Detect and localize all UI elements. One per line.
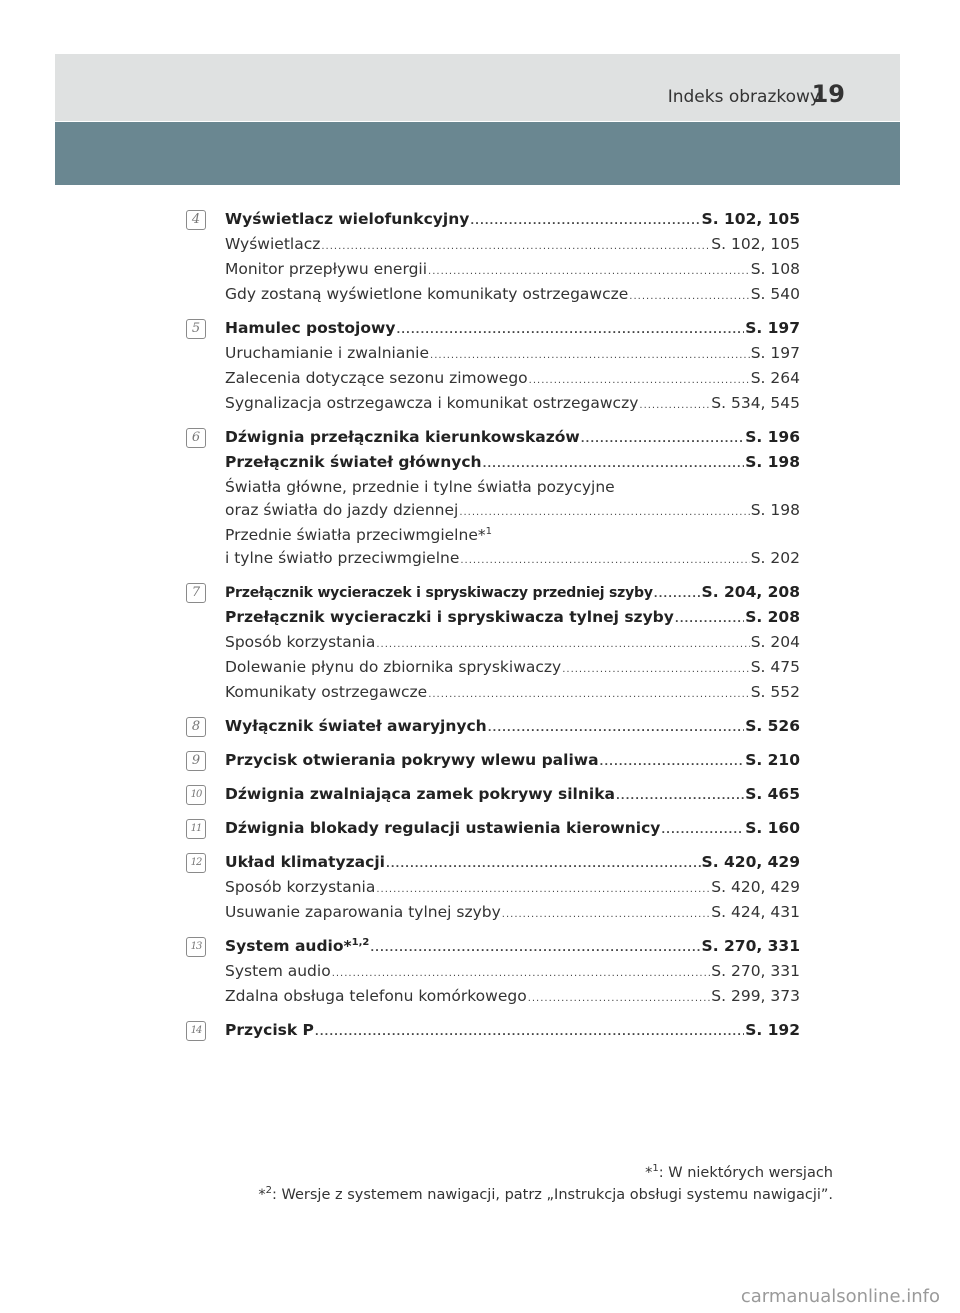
index-section-13 <box>186 935 800 1010</box>
picture-index-list <box>186 208 800 1053</box>
index-entry-main: Przełącznik świateł głównych ..... S. 198 <box>225 451 800 476</box>
index-entry: i tylne światło przeciwmgielne ..... S. 202 <box>225 547 800 572</box>
index-entry: Sposób korzystania ..... S. 204 <box>225 631 800 656</box>
index-entry-main: Przełącznik wycieraczki i spryskiwacza tylnej szyby ..... S. 208 <box>225 606 800 631</box>
section-marker: 13 <box>186 937 206 957</box>
index-entry-text: Światła główne, przednie i tylne światła pozycyjne <box>225 478 615 496</box>
section-marker: 9 <box>186 751 206 771</box>
index-entry-main: Wyświetlacz wielofunkcyjny ..... S. 102, 105 <box>225 208 800 233</box>
index-entry-main: Dźwignia blokady regulacji ustawienia kierownicy ..... S. 160 <box>225 817 800 842</box>
section-marker: 14 <box>186 1021 206 1041</box>
index-entry: Usuwanie zaparowania tylnej szyby ..... S. 424, 431 <box>225 901 800 926</box>
index-entry: Komunikaty ostrzegawcze ..... S. 552 <box>225 681 800 706</box>
index-entry-main: Przełącznik wycieraczek i spryskiwaczy przedniej szyby ..... S. 204, 208 <box>225 581 800 606</box>
index-section-6 <box>186 426 800 572</box>
index-entry-main: Hamulec postojowy ..... S. 197 <box>225 317 800 342</box>
footnote-1: *$^1$: W niektórych wersjach <box>645 1163 833 1181</box>
index-entry: Sposób korzystania ..... S. 420, 429 <box>225 876 800 901</box>
index-entry: Wyświetlacz ..... S. 102, 105 <box>225 233 800 258</box>
section-marker: 7 <box>186 583 206 603</box>
footnotes <box>258 1162 833 1206</box>
index-entry: Uruchamianie i zwalnianie ..... S. 197 <box>225 342 800 367</box>
index-entry-main: Dźwignia zwalniająca zamek pokrywy silnika ..... S. 465 <box>225 783 800 808</box>
index-entry-main: Przycisk P ..... S. 192 <box>225 1019 800 1044</box>
index-entry-main: Wyłącznik świateł awaryjnych ..... S. 526 <box>225 715 800 740</box>
index-entry-main: Układ klimatyzacji ..... S. 420, 429 <box>225 851 800 876</box>
index-section-12 <box>186 851 800 926</box>
header-title: Indeks obrazkowy <box>667 87 820 107</box>
index-section-8 <box>186 715 800 740</box>
section-marker: 4 <box>186 210 206 230</box>
section-marker: 6 <box>186 428 206 448</box>
index-entry: Sygnalizacja ostrzegawcza i komunikat ostrzegawczy ..... S. 534, 545 <box>225 392 800 417</box>
header-band-dark <box>55 122 900 185</box>
index-entry: Zalecenia dotyczące sezonu zimowego ..... S. 264 <box>225 367 800 392</box>
index-entry: Gdy zostaną wyświetlone komunikaty ostrzegawcze ..... S. 540 <box>225 283 800 308</box>
index-section-14 <box>186 1019 800 1044</box>
index-section-11 <box>186 817 800 842</box>
section-marker: 12 <box>186 853 206 873</box>
index-entry: System audio ..... S. 270, 331 <box>225 960 800 985</box>
index-entry-text: Przednie światła przeciwmgielne*$^1$ <box>225 525 492 544</box>
index-entry: Dolewanie płynu do zbiornika spryskiwaczy ..... S. 475 <box>225 656 800 681</box>
index-entry-main: System audio*$^{1,2}$ ..... S. 270, 331 <box>225 935 800 960</box>
index-section-4 <box>186 208 800 308</box>
index-section-10 <box>186 783 800 808</box>
section-marker: 5 <box>186 319 206 339</box>
section-marker: 11 <box>186 819 206 839</box>
index-section-9 <box>186 749 800 774</box>
watermark: carmanualsonline.info <box>740 1286 940 1307</box>
page-number: 19 <box>811 80 845 108</box>
index-entry: Zdalna obsługa telefonu komórkowego ..... S. 299, 373 <box>225 985 800 1010</box>
index-entry: Monitor przepływu energii ..... S. 108 <box>225 258 800 283</box>
index-section-5 <box>186 317 800 417</box>
index-section-7 <box>186 581 800 706</box>
section-marker: 10 <box>186 785 206 805</box>
index-entry: oraz światła do jazdy dziennej ..... S. 198 <box>225 499 800 524</box>
index-entry-main: Dźwignia przełącznika kierunkowskazów ..... S. 196 <box>225 426 800 451</box>
section-marker: 8 <box>186 717 206 737</box>
index-entry-main: Przycisk otwierania pokrywy wlewu paliwa ..... S. 210 <box>225 749 800 774</box>
footnote-2: *$^2$: Wersje z systemem nawigacji, patrz „Instrukcja obsługi systemu nawigacji”. <box>258 1185 833 1203</box>
